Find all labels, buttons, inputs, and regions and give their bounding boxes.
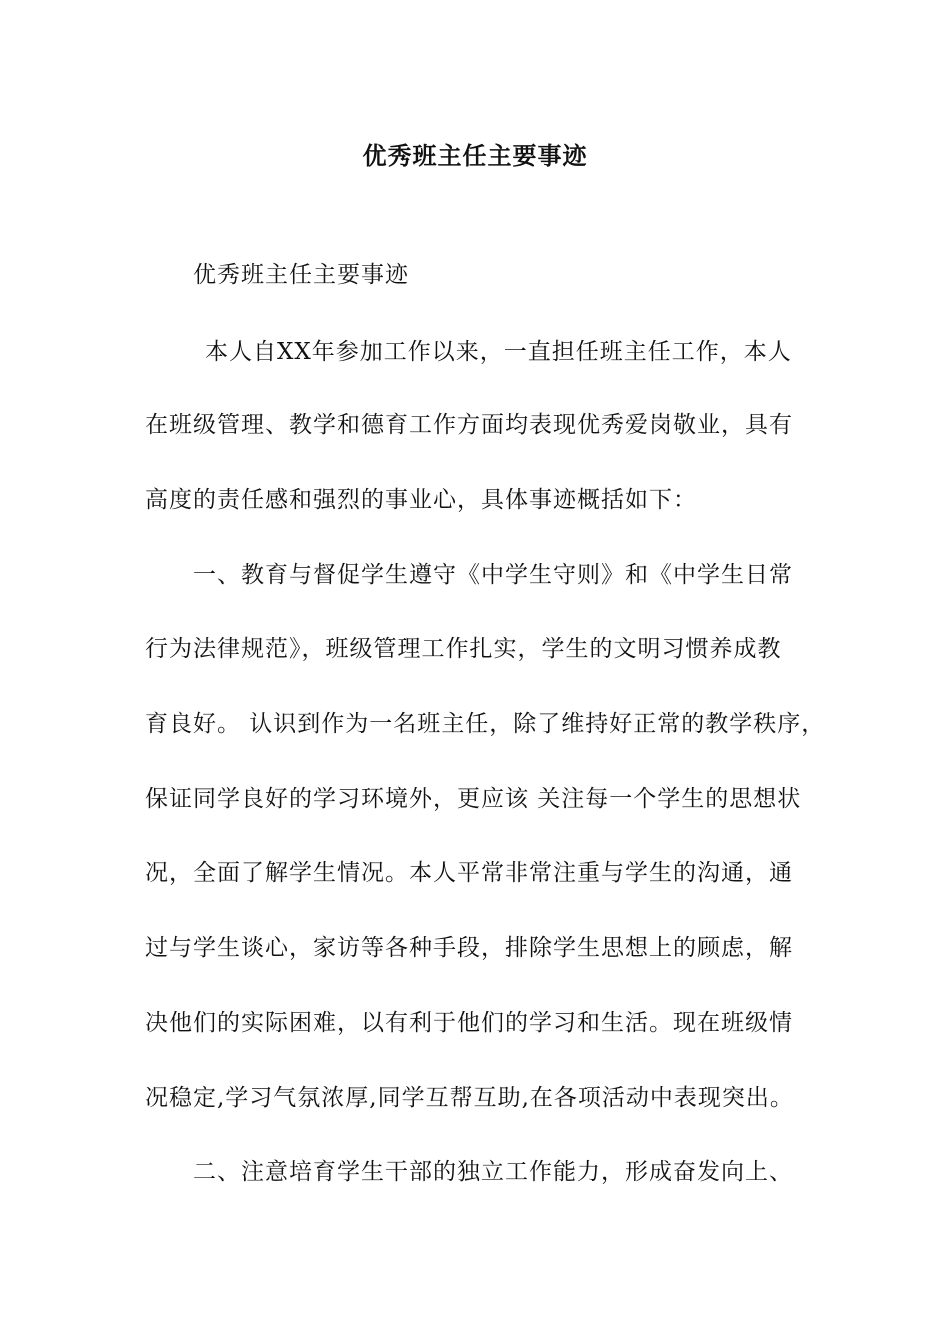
document-title: 优秀班主任主要事迹 [362,141,588,170]
subheading: 优秀班主任主要事迹 [193,262,409,288]
paragraph-line: 一、教育与督促学生遵守《中学生守则》和《中学生日常 [193,562,793,588]
paragraph-line: 况，全面了解学生情况。本人平常非常注重与学生的沟通，通 [145,860,793,886]
paragraph-line: 二、注意培育学生干部的独立工作能力，形成奋发向上、 [193,1159,793,1185]
paragraph-line: 保证同学良好的学习环境外，更应该 关注每一个学生的思想状 [145,786,802,812]
paragraph-line: 在班级管理、教学和德育工作方面均表现优秀爱岗敬业，具有 [145,412,793,438]
paragraph-line: 育良好。 认识到作为一名班主任，除了维持好正常的教学秩序， [145,711,826,737]
paragraph-line: 本人自XX年参加工作以来，一直担任班主任工作，本人 [205,339,792,365]
paragraph-line: 高度的责任感和强烈的事业心，具体事迹概括如下： [145,487,697,513]
paragraph-line: 过与学生谈心，家访等各种手段，排除学生思想上的顾虑，解 [145,935,793,961]
paragraph-line: 决他们的实际困难，以有利于他们的学习和生活。现在班级情 [145,1010,793,1036]
paragraph-line: 况稳定,学习气氛浓厚,同学互帮互助,在各项活动中表现突出。 [145,1085,794,1111]
paragraph-line: 行为法律规范》，班级管理工作扎实，学生的文明习惯养成教 [145,636,782,662]
